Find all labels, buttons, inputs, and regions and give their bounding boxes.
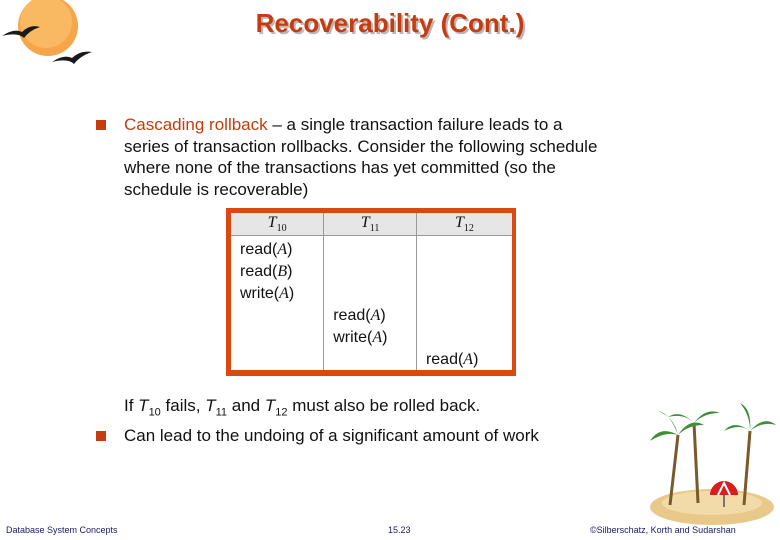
footer-copyright: ©Silberschatz, Korth and Sudarshan [590,525,736,535]
operation-write-a: write(A) [333,329,388,347]
column-t12 [416,236,512,370]
bullet-square-icon [96,120,106,130]
bullet-cascading-rollback [96,114,736,200]
slide-title: Recoverability (Cont.) [255,8,525,38]
header-t11: $T_{11}$ [324,213,417,236]
bullet-line-1: – a single transaction failure leads to a [267,115,563,134]
schedule-header-row [231,213,512,236]
bullet-square-icon [96,431,106,441]
footer-page-number: 15.23 [388,525,411,535]
schedule-table [231,213,512,370]
column-t11 [324,236,417,370]
operation-read-a: read(A) [240,241,293,259]
schedule-frame [226,208,516,376]
palm-island-icon [640,395,780,535]
schedule-body-row [231,236,512,370]
header-t12: $T_{12}$ [416,213,512,236]
operation-read-a: read(A) [333,307,386,325]
operation-read-a: read(A) [425,351,479,369]
operation-write-a: write(A) [240,285,295,303]
bullet-text [124,114,736,200]
failure-explanation: If $T_{10}$ fails, $T_{11}$ and $T_{12}$ must also be rolled back. [124,396,481,419]
column-t10 [231,236,324,370]
footer-book-title: Database System Concepts [6,525,118,535]
bullet-line-2: series of transaction rollbacks. Consider the following schedule [124,136,598,156]
operation-read-b: read(B) [240,263,293,281]
bullet-line-4: schedule is recoverable) [124,179,309,199]
bullet-line-3: where none of the transactions has yet committed (so the [124,158,556,177]
bullet-text: Can lead to the undoing of a significant amount of work [124,426,539,445]
header-t10: $T_{10}$ [231,213,324,236]
term-highlight: Cascading rollback [124,115,268,134]
